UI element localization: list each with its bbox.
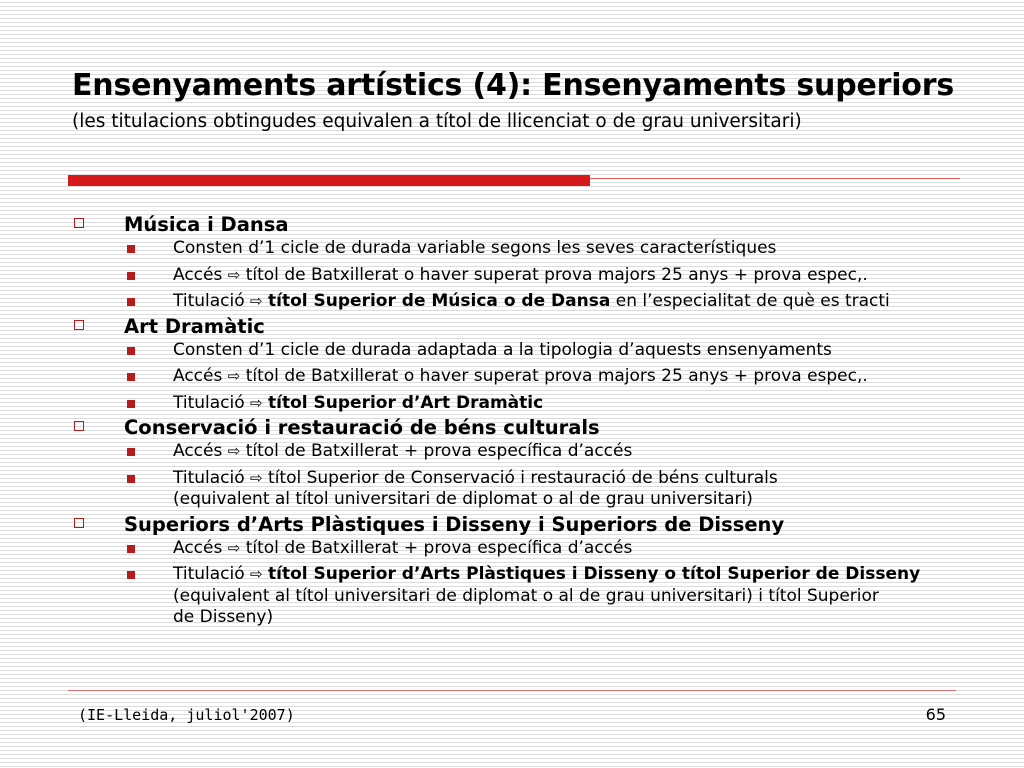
bullet-list: [72, 238, 962, 313]
square-filled-icon: [127, 272, 135, 280]
list-item: [72, 291, 962, 313]
list-item: [72, 564, 962, 629]
square-outline-icon: [74, 518, 84, 528]
square-filled-icon: [127, 400, 135, 408]
section-heading: [72, 414, 962, 441]
list-item: [72, 340, 962, 362]
bullet-text: en l’especialitat de què es tracti: [610, 291, 890, 311]
bullet-text: Titulació: [173, 467, 251, 488]
section: [72, 414, 962, 511]
list-item: [72, 366, 962, 388]
bullet-text: títol de Batxillerat o haver superat prova majors 25 anys + prova espec,.: [240, 366, 868, 386]
section: [72, 511, 962, 629]
arrow-right-icon: ⇨: [227, 442, 241, 460]
bullet-list: [72, 441, 962, 511]
page-number: 65: [925, 705, 946, 724]
square-outline-icon: [74, 421, 84, 431]
arrow-right-icon: ⇨: [227, 367, 241, 385]
bullet-text: Consten d’1 cicle de durada adaptada a la tipologia d’aquests ensenyaments: [173, 339, 832, 360]
footer-divider-line: [68, 690, 956, 691]
bullet-text-bold: títol Superior d’Art Dramàtic: [268, 392, 544, 413]
bullet-text: Accés: [173, 441, 228, 461]
section-heading-text: Música i Dansa: [124, 213, 289, 236]
bullet-text-bold: títol Superior de Música o de Dansa: [268, 291, 611, 311]
square-outline-icon: [74, 320, 84, 330]
arrow-right-icon: ⇨: [250, 468, 263, 487]
square-outline-icon: [74, 218, 84, 228]
bullet-text: títol de Batxillerat + prova específica d’accés: [240, 441, 633, 461]
bullet-text: títol de Batxillerat + prova específica d’accés: [240, 537, 633, 558]
square-filled-icon: [127, 571, 135, 579]
square-filled-icon: [127, 347, 135, 355]
arrow-right-icon: ⇨: [250, 565, 263, 583]
list-item: [72, 468, 962, 511]
section-heading-text: Art Dramàtic: [124, 314, 265, 338]
bullet-text: Consten d’1 cicle de durada variable segons les seves característiques: [173, 238, 777, 258]
bullet-text: de Disseny): [173, 607, 274, 627]
bullet-text: Accés: [173, 366, 228, 386]
section-heading-text: Superiors d’Arts Plàstiques i Disseny i Superiors de Disseny: [124, 512, 785, 536]
bullet-text: títol Superior de Conservació i restauració de béns culturals: [262, 467, 778, 488]
slide-subtitle: (les titulacions obtingudes equivalen a títol de llicenciat o de grau universitari): [72, 111, 802, 132]
arrow-right-icon: ⇨: [227, 265, 241, 284]
square-filled-icon: [127, 448, 135, 456]
square-filled-icon: [127, 475, 135, 483]
list-item: [72, 238, 962, 260]
footer-source: (IE-Lleida, juliol'2007): [78, 706, 295, 724]
bullet-text: Accés: [173, 264, 228, 285]
bullet-text: Accés: [173, 537, 228, 558]
square-filled-icon: [127, 245, 135, 253]
section: [72, 211, 962, 313]
list-item: [72, 441, 962, 463]
list-item: [72, 393, 962, 415]
slide-content: [72, 211, 962, 629]
section-heading-text: Conservació i restauració de béns culturals: [124, 416, 600, 439]
section: [72, 313, 962, 415]
bullet-text: Titulació: [173, 291, 251, 311]
arrow-right-icon: ⇨: [250, 393, 263, 412]
bullet-text-bold: títol Superior d’Arts Plàstiques i Disseny o títol Superior de Disseny: [268, 564, 921, 584]
section-heading: [72, 313, 962, 340]
list-item: [72, 265, 962, 287]
bullet-text: títol de Batxillerat o haver superat prova majors 25 anys + prova espec,.: [240, 264, 868, 285]
section-heading: [72, 211, 962, 238]
list-item: [72, 538, 962, 560]
section-heading: [72, 511, 962, 538]
square-filled-icon: [127, 373, 135, 381]
arrow-right-icon: ⇨: [227, 538, 241, 557]
bullet-text: (equivalent al títol universitari de diplomat o al de grau universitari): [173, 489, 753, 509]
bullet-list: [72, 538, 962, 629]
header-accent-bar: [68, 175, 590, 186]
bullet-text: Titulació: [173, 392, 251, 413]
arrow-right-icon: ⇨: [250, 292, 263, 310]
bullet-text: (equivalent al títol universitari de diplomat o al de grau universitari) i títol Superior: [173, 585, 879, 606]
square-filled-icon: [127, 545, 135, 553]
bullet-list: [72, 340, 962, 415]
square-filled-icon: [127, 298, 135, 306]
bullet-text: Titulació: [173, 564, 251, 584]
slide-title: Ensenyaments artístics (4): Ensenyaments superiors: [72, 68, 954, 103]
